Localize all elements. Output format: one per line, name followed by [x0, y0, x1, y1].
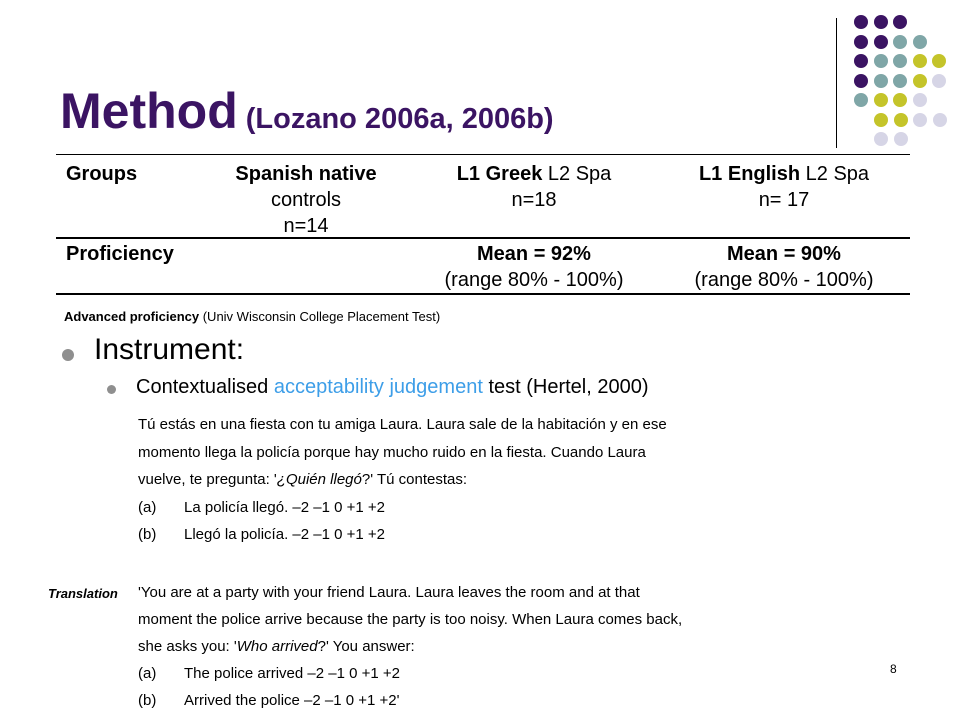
header-english-group: L1 English L2 Spa n= 17 [698, 163, 870, 211]
decorative-dot [854, 74, 868, 88]
title-citation: (Lozano 2006a, 2006b) [245, 103, 554, 135]
decorative-dot [913, 113, 927, 127]
bullet-icon [107, 385, 116, 394]
table-row-groups [56, 155, 910, 239]
decorative-dot [854, 93, 868, 107]
decorative-dot [893, 93, 907, 107]
decorative-dot [854, 35, 868, 49]
header-spanish-controls: Spanish native controls n=14 [235, 163, 377, 237]
translation-line-3: she asks you: 'Who arrived?' You answer: [138, 638, 415, 655]
highlighted-term: acceptability judgement [273, 376, 483, 398]
vertical-divider [836, 18, 837, 148]
decorative-dot [933, 113, 947, 127]
decorative-dot [874, 93, 888, 107]
decorative-dot [913, 54, 927, 68]
decorative-dot [893, 35, 907, 49]
page-number: 8 [890, 662, 897, 676]
title-main: Method [60, 83, 238, 139]
decorative-dot [913, 35, 927, 49]
decorative-dot [894, 132, 908, 146]
spanish-option-b: (b) Llegó la policía. –2 –1 0 +1 +2 [138, 526, 385, 543]
table-row-proficiency [56, 239, 910, 295]
translation-label: Translation [48, 586, 118, 601]
spanish-line-3: vuelve, te pregunta: '¿Quién llegó?' Tú contestas: [138, 471, 468, 488]
decorative-dot [893, 54, 907, 68]
slide-title [60, 82, 554, 140]
spanish-option-a: (a) La policía llegó. –2 –1 0 +1 +2 [138, 499, 385, 516]
decorative-dot [874, 132, 888, 146]
decorative-dot [874, 74, 888, 88]
translation-option-b: (b) Arrived the police –2 –1 0 +1 +2' [138, 692, 400, 709]
header-greek-group: L1 Greek L2 Spa n=18 [456, 163, 612, 211]
decorative-dot [854, 15, 868, 29]
bullet-icon [62, 349, 74, 361]
english-proficiency: Mean = 90% (range 80% - 100%) [694, 243, 874, 291]
decorative-dot [932, 54, 946, 68]
proficiency-note: Advanced proficiency (Univ Wisconsin College Placement Test) [64, 309, 441, 324]
translation-option-a: (a) The police arrived –2 –1 0 +1 +2 [138, 665, 400, 682]
instrument-description: Contextualised acceptability judgement test (Hertel, 2000) [136, 376, 649, 398]
decorative-dot [913, 74, 927, 88]
decorative-dot [874, 35, 888, 49]
translation-line-2: moment the police arrive because the party is too noisy. When Laura comes back, [138, 611, 683, 628]
decorative-dot [874, 54, 888, 68]
decorative-dot [894, 113, 908, 127]
decorative-dot [874, 113, 888, 127]
spanish-line-1: Tú estás en una fiesta con tu amiga Laura. Laura sale de la habitación y en ese [138, 416, 667, 433]
decorative-dot [913, 93, 927, 107]
spanish-line-2: momento llega la policía porque hay mucho ruido en la fiesta. Cuando Laura [138, 444, 646, 461]
decorative-dot [854, 54, 868, 68]
instrument-heading: Instrument: [94, 333, 245, 366]
decorative-dot [874, 15, 888, 29]
decorative-dot [893, 74, 907, 88]
decorative-dot [932, 74, 946, 88]
header-groups: Groups [66, 163, 138, 185]
decorative-dot [893, 15, 907, 29]
greek-proficiency: Mean = 92% (range 80% - 100%) [444, 243, 624, 291]
translation-line-1: 'You are at a party with your friend Laura. Laura leaves the room and at that [138, 584, 640, 601]
proficiency-label: Proficiency [66, 243, 174, 265]
